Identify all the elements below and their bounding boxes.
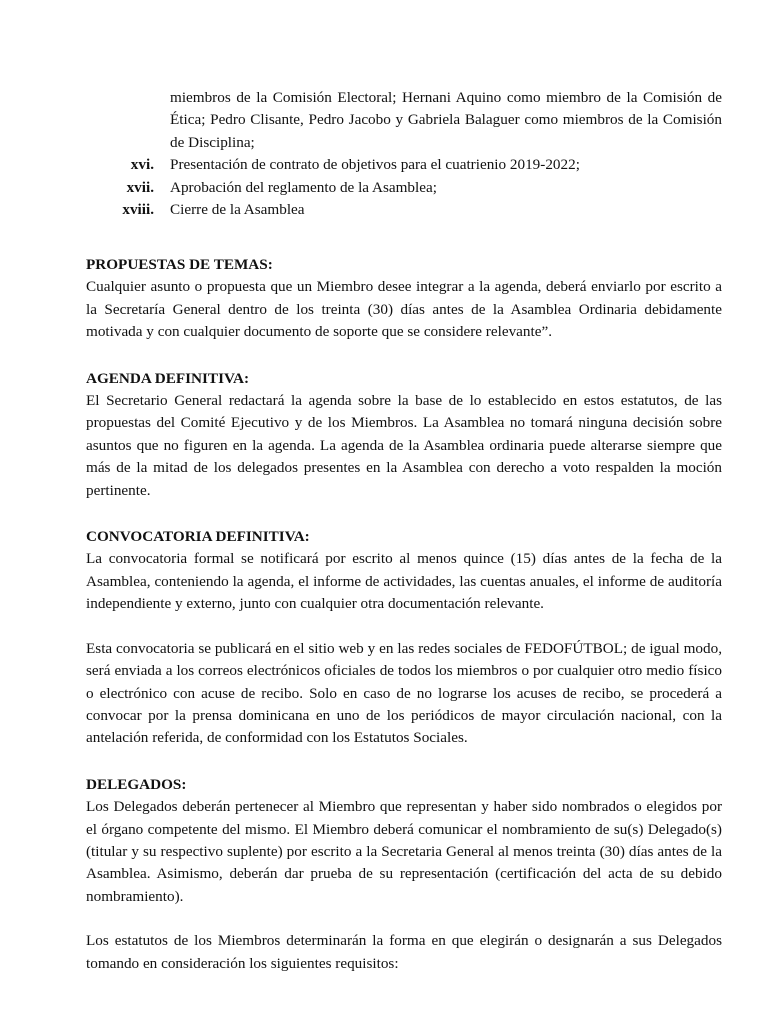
- agenda-list: [90, 87, 722, 221]
- paragraph: Esta convocatoria se publicará en el sitio web y en las redes sociales de FEDOFÚTBOL; de igual modo, será enviada a los correos electrónicos oficiales de todos los miembros o por cualquier otro medio físico o electrónico con acuse de recibo. Solo en caso de no lograrse los acuses de recibo, se procederá a convocar por la prensa dominicana en uno de los periódicos de mayor circulación nacional, con la antelación referida, de conformidad con los Estatutos Sociales.: [86, 639, 722, 747]
- section-agenda-definitiva: [86, 368, 722, 502]
- section-delegados: [86, 774, 722, 975]
- list-item: [90, 154, 722, 176]
- paragraph: Los estatutos de los Miembros determinarán la forma en que elegirán o designarán a sus Delegados tomando en consideración los siguientes requisitos:: [86, 932, 722, 972]
- section-propuestas-de-temas: [86, 254, 722, 344]
- list-item-text: Aprobación del reglamento de la Asamblea;: [170, 178, 437, 196]
- list-item-number: xvii.: [126, 178, 154, 196]
- list-item: [90, 199, 722, 221]
- list-item-text: Presentación de contrato de objetivos para el cuatrienio 2019-2022;: [170, 156, 580, 174]
- list-item-number: xviii.: [122, 201, 154, 219]
- list-item-number: xvi.: [130, 156, 154, 174]
- paragraph: Cualquier asunto o propuesta que un Miembro desee integrar a la agenda, deberá enviarlo por escrito a la Secretaría General dentro de los treinta (30) días antes de la Asamblea Ordinaria debidamente motivada y con cualquier documento de soporte que se considere relevante”.: [86, 278, 722, 341]
- paragraph: La convocatoria formal se notificará por escrito al menos quince (15) días antes de la fecha de la Asamblea, conteniendo la agenda, el informe de actividades, las cuentas anuales, el informe de auditoría independiente y externo, junto con cualquier otra documentación relevante.: [86, 550, 722, 613]
- list-item: [90, 87, 722, 154]
- section-heading: CONVOCATORIA DEFINITIVA:: [86, 528, 310, 546]
- document-body: [86, 254, 722, 999]
- list-item-text: Cierre de la Asamblea: [170, 201, 305, 219]
- section-heading: DELEGADOS:: [86, 775, 187, 793]
- list-item-text: miembros de la Comisión Electoral; Hernani Aquino como miembro de la Comisión de Ética; Pedro Clisante, Pedro Jacobo y Gabriela Balaguer como miembros de la Comisión de Disciplina;: [170, 89, 722, 151]
- paragraph: Los Delegados deberán pertenecer al Miembro que representan y haber sido nombrados o elegidos por el órgano competente del mismo. El Miembro deberá comunicar el nombramiento de su(s) Delegado(s) (titular y su respectivo suplente) por escrito a la Secretaria General al menos treinta (30) días antes de la Asamblea. Asimismo, deberán dar prueba de su representación (certificación del acta de su debido nombramiento).: [86, 798, 722, 905]
- paragraph: El Secretario General redactará la agenda sobre la base de lo establecido en estos estatutos, de las propuestas del Comité Ejecutivo y de los Miembros. La Asamblea no tomará ninguna decisión sobre asuntos que no figuren en la agenda. La agenda de la Asamblea ordinaria puede alterarse siempre que más de la mitad de los delegados presentes en la Asamblea con derecho a voto respalden la moción pertinente.: [86, 392, 722, 499]
- section-heading: PROPUESTAS DE TEMAS:: [86, 256, 273, 273]
- section-heading: AGENDA DEFINITIVA:: [86, 369, 250, 387]
- list-item-number: [90, 87, 170, 154]
- section-convocatoria-definitiva: [86, 526, 722, 750]
- list-item: [90, 177, 722, 199]
